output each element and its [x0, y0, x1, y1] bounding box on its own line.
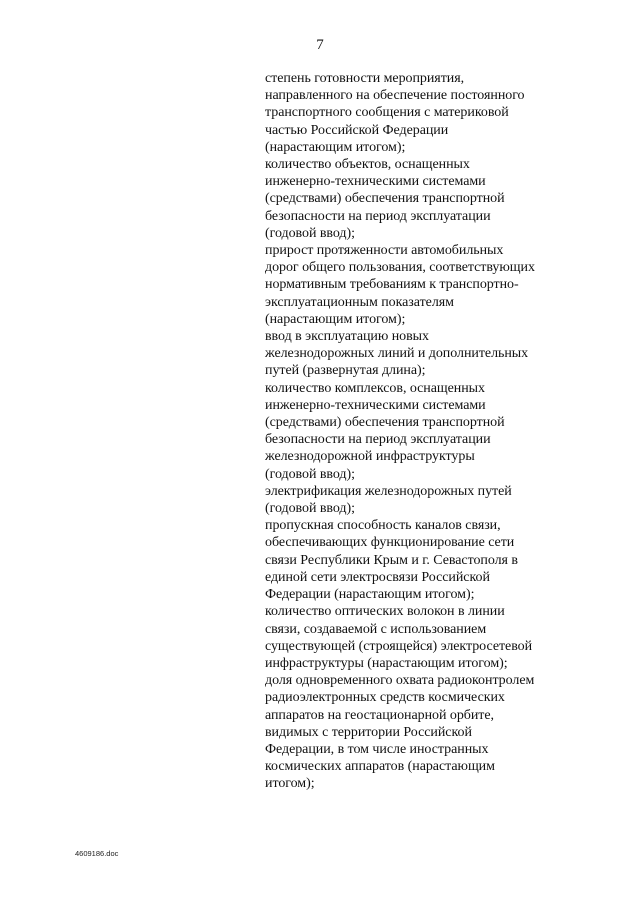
page-number: 7 [316, 37, 324, 53]
text-line: направленного на обеспечение постоянного [265, 88, 525, 104]
text-line: нормативным требованиям к транспортно- [265, 277, 519, 293]
text-line: космических аппаратов (нарастающим [265, 759, 495, 775]
text-line: безопасности на период эксплуатации [265, 432, 491, 448]
text-line: количество объектов, оснащенных [265, 157, 470, 173]
text-line: железнодорожной инфраструктуры [265, 449, 475, 465]
text-line: (годовой ввод); [265, 501, 355, 517]
text-line: путей (развернутая длина); [265, 363, 426, 379]
text-line: доля одновременного охвата радиоконтролем [265, 673, 535, 689]
text-line: железнодорожных линий и дополнительных [265, 346, 529, 362]
indicator-list [265, 70, 625, 793]
text-line: Федерации, в том числе иностранных [265, 741, 489, 757]
text-line: электрификация железнодорожных путей [265, 483, 512, 499]
text-line: количество комплексов, оснащенных [265, 380, 485, 396]
text-line: (годовой ввод); [265, 466, 355, 482]
text-line: степень готовности мероприятия, [265, 71, 465, 86]
text-line: итогом); [265, 776, 315, 792]
text-line: транспортного сообщения с материковой [265, 105, 509, 121]
text-line: существующей (строящейся) электросетевой [265, 638, 533, 654]
text-line: безопасности на период эксплуатации [265, 208, 491, 224]
text-line: обеспечивающих функционирование сети [265, 535, 515, 551]
text-line: инженерно-техническими системами [265, 174, 486, 190]
text-line: инженерно-техническими системами [265, 397, 486, 413]
text-line: связи Республики Крым и г. Севастополя в [265, 552, 518, 568]
text-line: дорог общего пользования, соответствующих [265, 260, 535, 276]
text-line: связи, создаваемой с использованием [265, 621, 487, 637]
text-line: ввод в эксплуатацию новых [265, 329, 429, 345]
text-line: единой сети электросвязи Российской [265, 569, 490, 585]
text-line: инфраструктуры (нарастающим итогом); [265, 655, 508, 671]
footer-file-name: 4609186.doc [75, 849, 119, 858]
text-line: количество оптических волокон в линии [265, 604, 505, 620]
text-line: видимых с территории Российской [265, 724, 472, 740]
text-line: прирост протяженности автомобильных [265, 243, 504, 259]
text-line: (средствами) обеспечения транспортной [265, 191, 505, 207]
text-line: Федерации (нарастающим итогом); [265, 587, 475, 603]
text-line: (нарастающим итогом); [265, 311, 406, 327]
text-line: пропускная способность каналов связи, [265, 518, 501, 534]
text-line: эксплуатационным показателям [265, 294, 454, 310]
text-line: (годовой ввод); [265, 225, 355, 241]
text-line: радиоэлектронных средств космических [265, 690, 505, 706]
text-line: аппаратов на геостационарной орбите, [265, 707, 494, 723]
text-line: частью Российской Федерации [265, 122, 449, 138]
text-line: (средствами) обеспечения транспортной [265, 415, 505, 431]
text-line: (нарастающим итогом); [265, 139, 406, 155]
